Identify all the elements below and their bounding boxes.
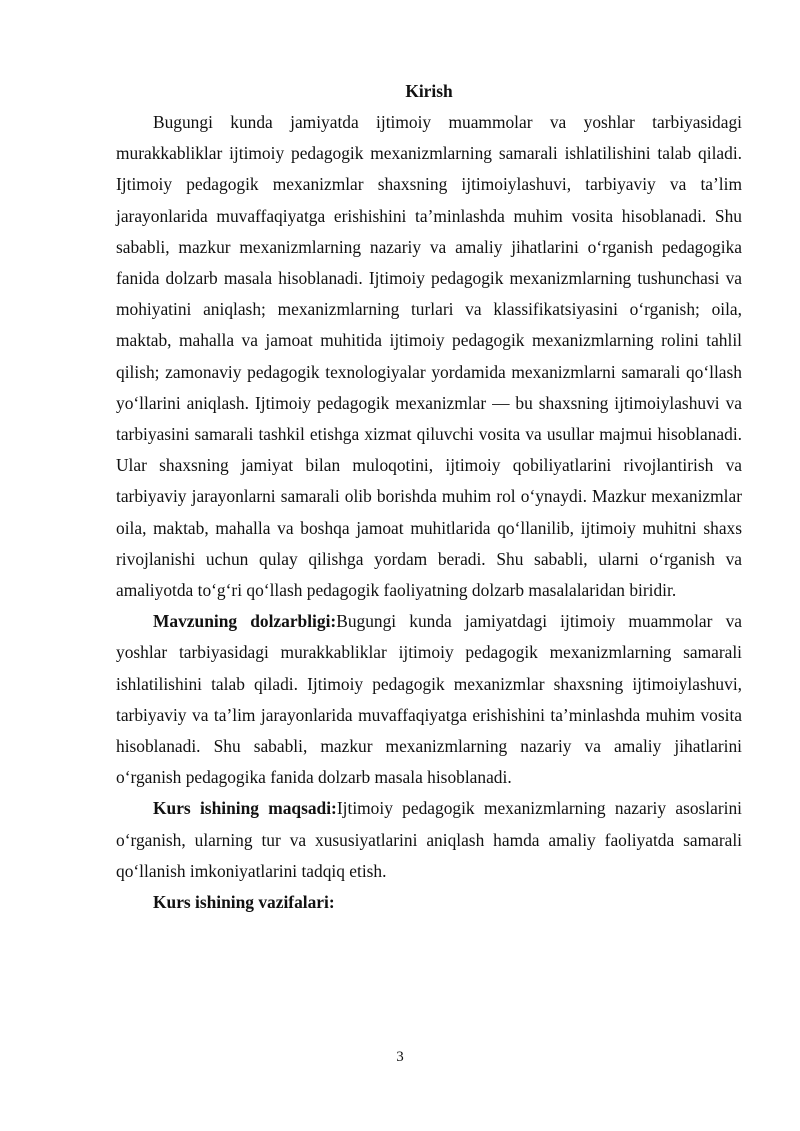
- section-heading: Kirish: [405, 81, 453, 101]
- relevance-paragraph: [116, 606, 742, 793]
- tasks-label: Kurs ishining vazifalari:: [153, 892, 335, 913]
- relevance-label: Mavzuning dolzarbligi:: [153, 611, 337, 632]
- document-page: [116, 76, 742, 918]
- tasks-paragraph: [116, 887, 742, 918]
- relevance-text: Bugungi kunda jamiyatdagi ijtimoiy muammolar va yoshlar tarbiyasidagi murakkabliklar ijtimoiy pedagogik mexanizmlarning samarali ishlatilishini talab qiladi. Ijtimoiy pedagogik mexanizmlar shaxsning ijtimoiylashuvi, tarbiyaviy va ta’lim jarayonlarida muvaffaqiyatga erishishini ta’minlashda muhim vosita hisoblanadi. Shu sababli, mazkur mexanizmlarning nazariy va amaliy jihatlarini o‘rganish pedagogika fanida dolzarb masala hisoblanadi.: [116, 611, 743, 788]
- goal-text: Ijtimoiy pedagogik mexanizmlarning nazariy asoslarini o‘rganish, ularning tur va xususiyatlarini aniqlash hamda amaliy faoliyatda samarali qo‘llanish imkoniyatlarini tadqiq etish.: [116, 798, 742, 881]
- intro-paragraph: Bugungi kunda jamiyatda ijtimoiy muammolar va yoshlar tarbiyasidagi murakkabliklar ijtimoiy pedagogik mexanizmlarning samarali ishlatilishini talab qiladi. Ijtimoiy pedagogik mexanizmlar shaxsning ijtimoiylashuvi, tarbiyaviy va ta’lim jarayonlarida muvaffaqiyatga erishishini ta’minlashda muhim vosita hisoblanadi. Shu sababli, mazkur mexanizmlarning nazariy va amaliy jihatlarini o‘rganish pedagogika fanida dolzarb masala hisoblanadi. Ijtimoiy pedagogik mexanizmlarning tushunchasi va mohiyatini aniqlash; mexanizmlarning turlari va klassifikatsiyasini o‘rganish; oila, maktab, mahalla va jamoat muhitida ijtimoiy pedagogik mexanizmlarning rolini tahlil qilish; zamonaviy pedagogik texnologiyalar yordamida mexanizmlarni samarali qo‘llash yo‘llarini aniqlash. Ijtimoiy pedagogik mexanizmlar — bu shaxsning ijtimoiylashuvi va tarbiyasini samarali tashkil etishga xizmat qiluvchi vosita va usullar majmui hisoblanadi. Ular shaxsning jamiyat bilan muloqotini, ijtimoiy qobiliyatlarini rivojlantirish va tarbiyaviy jarayonlarni samarali olib borishda muhim rol o‘ynaydi. Mazkur mexanizmlar oila, maktab, mahalla va boshqa jamoat muhitlarida qo‘llanilib, ijtimoiy muhitni shaxs rivojlanishi uchun qulay qilishga yordam beradi. Shu sababli, ularni o‘rganish va amaliyotda to‘g‘ri qo‘llash pedagogik faoliyatning dolzarb masalalaridan biridir.: [116, 112, 742, 601]
- goal-label: Kurs ishining maqsadi:: [153, 798, 337, 819]
- goal-paragraph: [116, 793, 742, 887]
- page-number: 3: [396, 1049, 404, 1065]
